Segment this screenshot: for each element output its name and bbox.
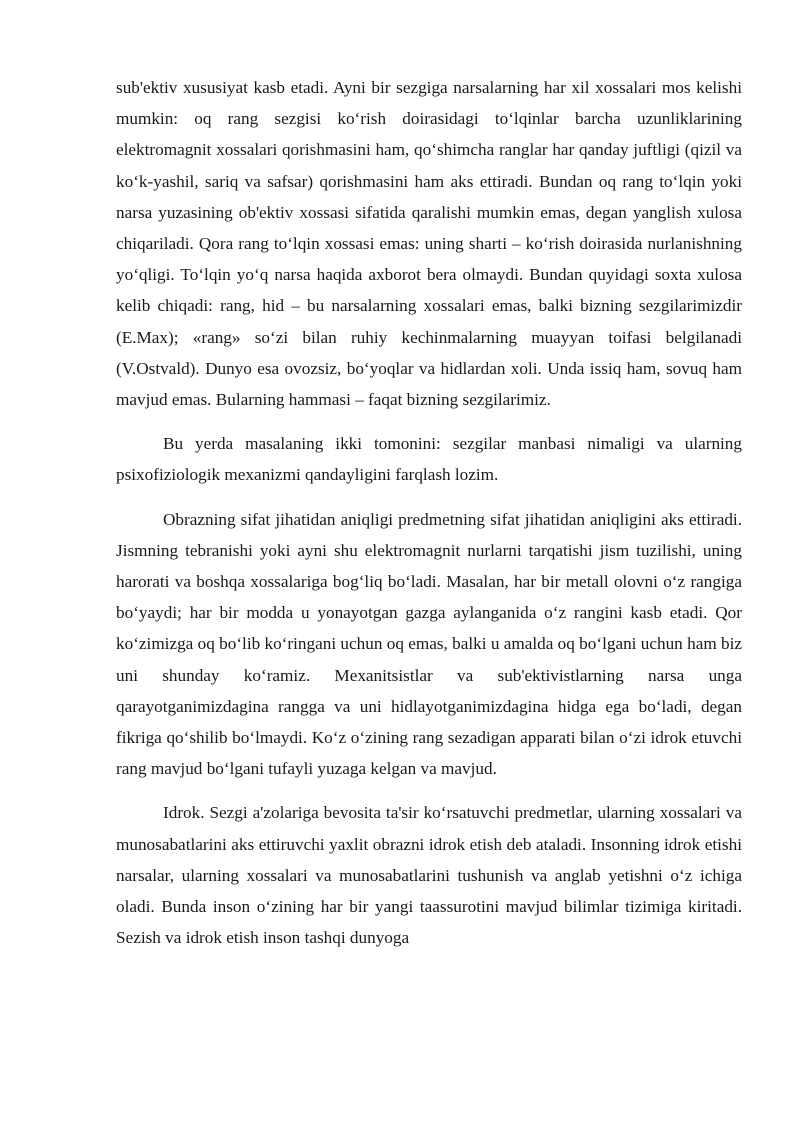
paragraph-3: Obrazning sifat jihatidan aniqligi predmetning sifat jihatidan aniqligini aks ettiradi. Jismning tebranishi yoki ayni shu elektromagnit nurlarni tarqatishi jism tuzilishi, uning harorati va boshqa xossalariga bog‘liq bo‘ladi. Masalan, har bir metall olovni o‘z rangiga bo‘yaydi; har bir modda u yonayotgan gazga aylanganida o‘z rangini kasb etadi. Qor ko‘zimizga oq bo‘lib ko‘ringani uchun oq emas, balki u amalda oq bo‘lgani uchun ham biz uni shunday ko‘ramiz. Mexanitsistlar va sub'ektivistlarning narsa unga qarayotganimizdagina rangga va uni hidlayotganimizdagina hidga ega bo‘ladi, degan fikriga qo‘shilib bo‘lmaydi. Ko‘z o‘zining rang sezadigan apparati bilan o‘zi idrok etuvchi rang mavjud bo‘lgani tufayli yuzaga kelgan va mavjud. (116, 509, 742, 779)
paragraph-4: Idrok. Sezgi a'zolariga bevosita ta'sir ko‘rsatuvchi predmetlar, ularning xossalari va munosabatlarini aks ettiruvchi yaxlit obrazni idrok etish deb ataladi. Insonning idrok etishi narsalar, ularning xossalari va munosabatlarini tushunish va anglab yetishni o‘z ichiga oladi. Bunda inson o‘zining har bir yangi taassurotini mavjud bilimlar tizimiga kiritadi. Sezish va idrok etish inson tashqi dunyoga (116, 803, 742, 948)
paragraph-1: sub'ektiv xususiyat kasb etadi. Ayni bir sezgiga narsalarning har xil xossalari mos kelishi mumkin: oq rang sezgisi ko‘rish doirasidagi to‘lqinlar barcha uzunliklarining elektromagnit xossalari qorishmasini ham, qo‘shimcha ranglar har qanday juftligi (qizil va ko‘k-yashil, sariq va safsar) qorishmasini ham aks ettiradi. Bundan oq rang to‘lqin yoki narsa yuzasining ob'ektiv xossasi sifatida qaralishi mumkin emas, degan yanglish xulosa chiqariladi. Qora rang to‘lqin xossasi emas: uning sharti – ko‘rish doirasida nurlanishning yo‘qligi. To‘lqin yo‘q narsa haqida axborot bera olmaydi. Bundan quyidagi soxta xulosa kelib chiqadi: rang, hid – bu narsalarning xossalari emas, balki bizning sezgilarimizdir (E.Max); «rang» so‘zi bilan ruhiy kechinmalarning muayyan toifasi belgilanadi (V.Ostvald). Dunyo esa ovozsiz, bo‘yoqlar va hidlardan xoli. Unda issiq ham, sovuq ham mavjud emas. Bularning hammasi – faqat bizning sezgilarimiz. (116, 78, 742, 410)
document-page (116, 72, 742, 953)
paragraph-2: Bu yerda masalaning ikki tomonini: sezgilar manbasi nimaligi va ularning psixofiziologik mexanizmi qandayligini farqlash lozim. (116, 434, 742, 485)
